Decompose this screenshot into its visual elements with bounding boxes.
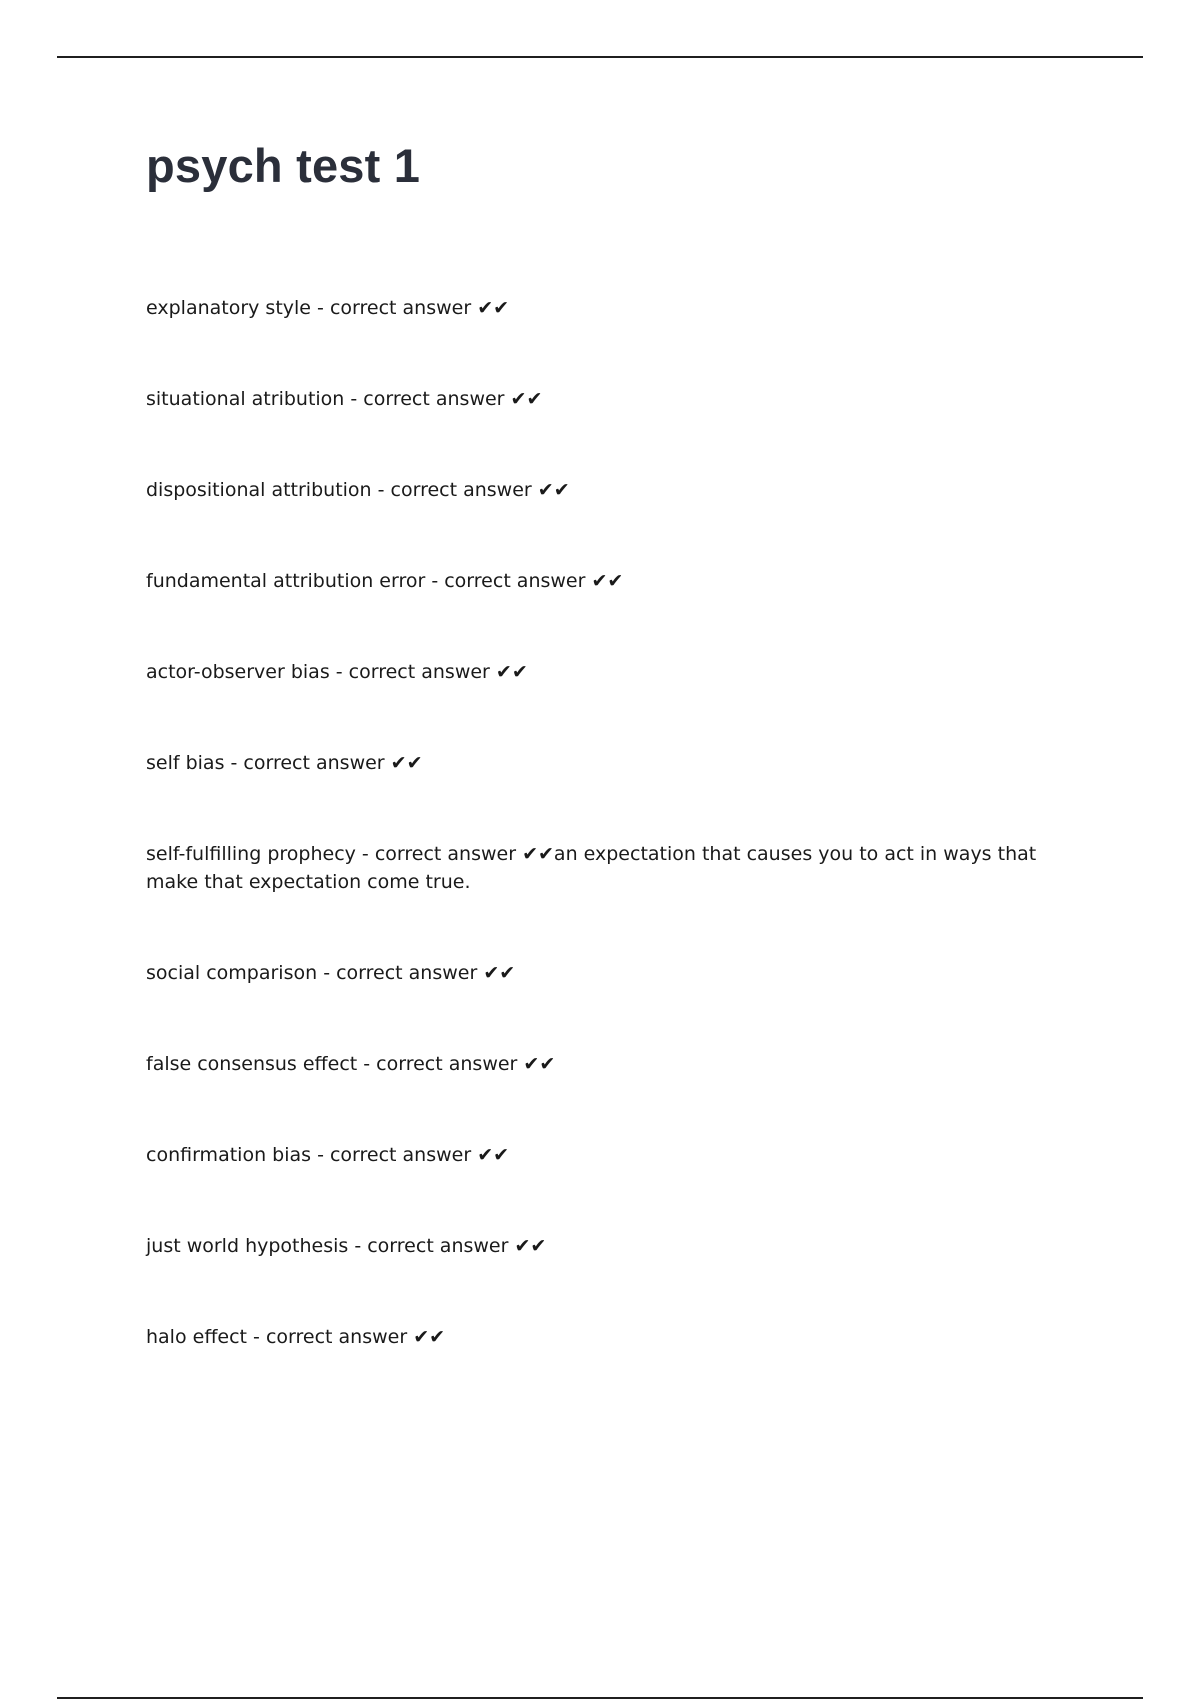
checkmark-icon: ✔✔ (413, 1326, 446, 1348)
answer-label: correct answer (390, 479, 532, 501)
separator: - (311, 297, 330, 319)
separator: - (357, 1053, 377, 1075)
answer-label: correct answer (374, 843, 517, 865)
qa-item (146, 959, 1086, 987)
checkmark-icon: ✔✔ (495, 661, 528, 683)
separator: - (371, 479, 391, 501)
checkmark-icon: ✔✔ (477, 297, 510, 319)
answer-label: correct answer (348, 661, 490, 683)
term: fundamental attribution error (146, 570, 426, 592)
footer-rule (57, 1697, 1143, 1699)
checkmark-icon: ✔✔ (523, 1053, 556, 1075)
separator: - (311, 1144, 330, 1166)
qa-item (146, 1141, 1086, 1169)
term: halo effect (146, 1326, 247, 1348)
separator: - (329, 661, 349, 683)
answer-label: correct answer (444, 570, 586, 592)
checkmark-icon: ✔✔ (522, 843, 554, 865)
separator: - (355, 843, 375, 865)
separator: - (224, 752, 244, 774)
term: actor-observer bias (146, 661, 330, 683)
separator: - (425, 570, 445, 592)
checkmark-icon: ✔✔ (514, 1235, 547, 1257)
term: false consensus effect (146, 1053, 358, 1075)
qa-item (146, 658, 1086, 686)
answer-label: correct answer (329, 297, 472, 319)
term: social comparison (146, 962, 318, 984)
term: self bias (146, 752, 225, 774)
answer-text: an expectation that causes you to act in ways that make that expectation come true. (146, 843, 1037, 893)
term: dispositional attribution (146, 479, 372, 501)
qa-item (146, 1050, 1086, 1078)
answer-label: correct answer (363, 388, 505, 410)
qa-list (146, 294, 1086, 1414)
separator: - (247, 1326, 266, 1348)
checkmark-icon: ✔✔ (390, 752, 423, 774)
qa-item (146, 294, 1086, 322)
answer-label: correct answer (265, 1326, 408, 1348)
header-rule (57, 56, 1143, 58)
term: explanatory style (146, 297, 311, 319)
answer-label: correct answer (336, 962, 478, 984)
checkmark-icon: ✔✔ (591, 570, 624, 592)
checkmark-icon: ✔✔ (537, 479, 570, 501)
answer-label: correct answer (329, 1144, 472, 1166)
answer-label: correct answer (376, 1053, 518, 1075)
answer-label: correct answer (243, 752, 385, 774)
qa-item (146, 385, 1086, 413)
term: self-fulfilling prophecy (146, 843, 356, 865)
separator: - (344, 388, 364, 410)
answer-label: correct answer (367, 1235, 509, 1257)
page-title: psych test 1 (146, 139, 421, 192)
term: situational atribution (146, 388, 345, 410)
qa-item (146, 749, 1086, 777)
checkmark-icon: ✔✔ (510, 388, 543, 410)
qa-item (146, 476, 1086, 504)
term: confirmation bias (146, 1144, 312, 1166)
qa-item (146, 1323, 1086, 1351)
qa-item (146, 1232, 1086, 1260)
checkmark-icon: ✔✔ (477, 1144, 510, 1166)
separator: - (317, 962, 337, 984)
checkmark-icon: ✔✔ (483, 962, 516, 984)
qa-item (146, 567, 1086, 595)
qa-item (146, 840, 1086, 896)
term: just world hypothesis (146, 1235, 349, 1257)
separator: - (348, 1235, 368, 1257)
